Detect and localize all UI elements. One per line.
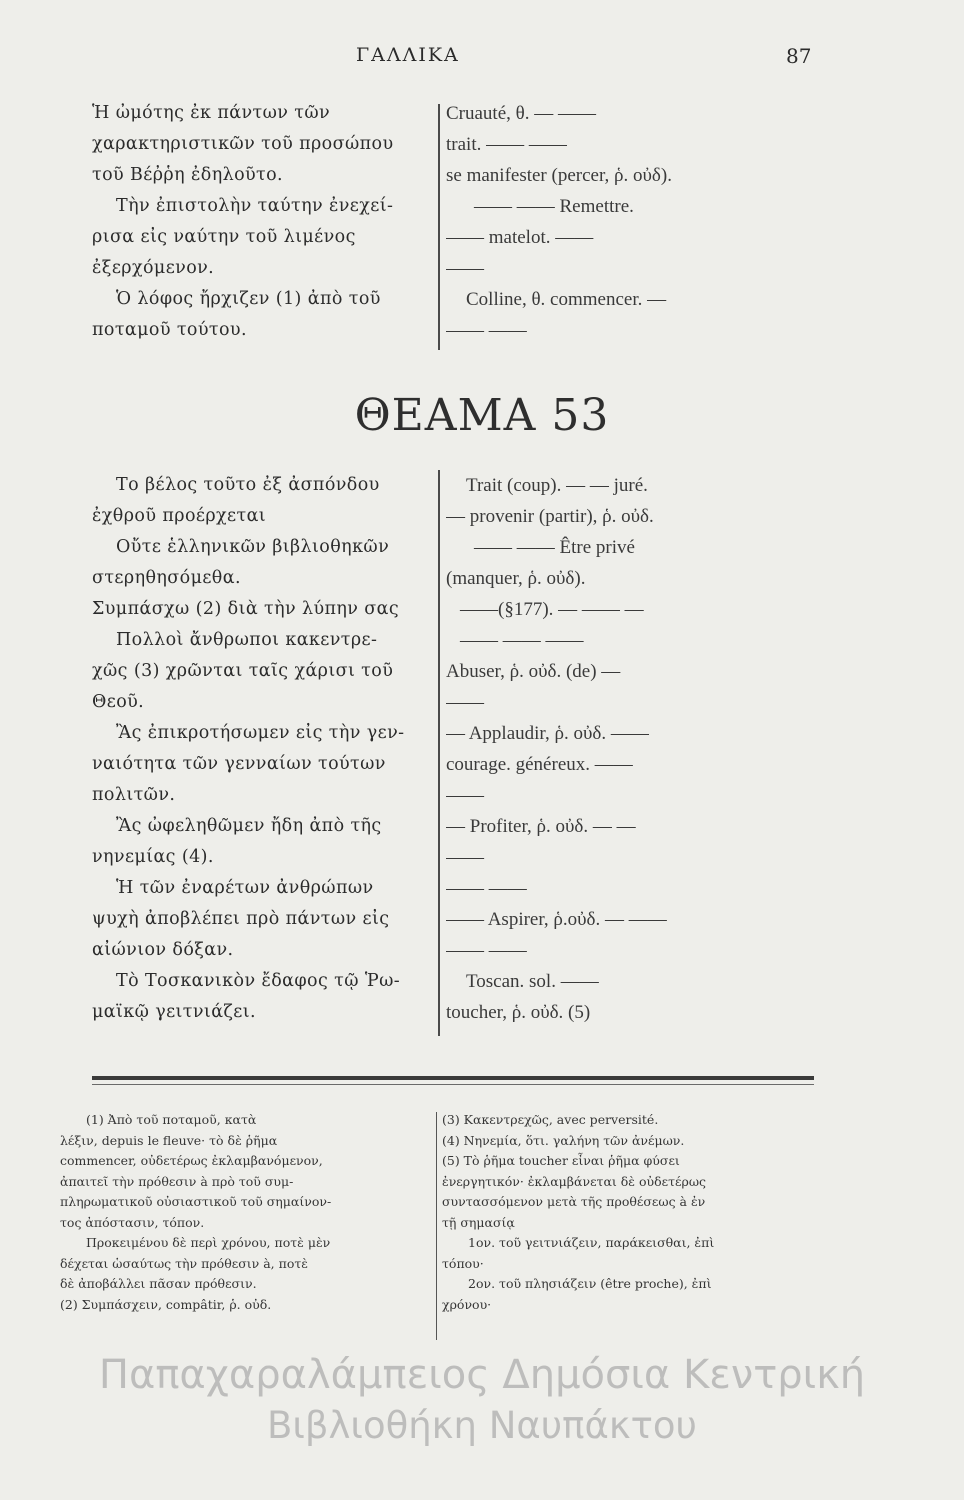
french-line: —— —— (446, 878, 527, 899)
greek-line: Οὔτε ἑλληνικῶν βιβλιοθηκῶν (116, 537, 390, 557)
greek-line: Θεοῦ. (92, 692, 145, 712)
greek-line: ρισα εἰς ναύτην τοῦ λιμένος (92, 227, 356, 247)
greek-line: ἐχθροῦ προέρχεται (92, 506, 267, 526)
french-line: —— (446, 258, 484, 279)
footnote-line: τόπου· (442, 1255, 484, 1271)
footnote-line: Προκειμένου δὲ περὶ χρόνου, ποτὲ μὲν (86, 1235, 331, 1250)
greek-line: αἰώνιον δόξαν. (92, 940, 234, 960)
library-watermark: Βιβλιοθήκη Ναυπάκτου (267, 1404, 697, 1447)
french-line: Colline, θ. commencer. — (466, 289, 667, 310)
greek-line: Ἂς ἐπικροτήσωμεν εἰς τὴν γεν- (116, 723, 405, 743)
section1-french-column (446, 98, 806, 346)
footnote-line: συντασσόμενον μετὰ τῆς προθέσεως à ἐν (442, 1194, 706, 1209)
footnote-line: χρόνου· (442, 1296, 492, 1312)
footnote-line: πληρωματικοῦ οὐσιαστικοῦ τοῦ σημαίνον- (60, 1194, 332, 1209)
greek-line: στερηθησόμεθα. (92, 568, 241, 588)
french-line: —— Aspirer, ῥ.οὐδ. — —— (446, 909, 667, 930)
french-line: trait. —— —— (446, 134, 567, 155)
column-divider (438, 104, 440, 350)
footnote-line: ἀπαιτεῖ τὴν πρόθεσιν à πρὸ τοῦ συμ- (60, 1173, 294, 1189)
greek-line: χαρακτηριστικῶν τοῦ προσώπου (92, 134, 394, 154)
greek-line: Πολλοὶ ἄνθρωποι κακεντρε- (116, 630, 378, 650)
french-line: Cruauté, θ. — —— (446, 103, 596, 124)
french-line: — Applaudir, ῥ. οὐδ. —— (446, 723, 649, 744)
french-line: — Profiter, ῥ. οὐδ. — — (446, 816, 636, 837)
greek-line: χῶς (3) χρῶνται ταῖς χάρισι τοῦ (92, 661, 394, 681)
french-line: ——(§177). — —— — (460, 599, 644, 620)
page-number: 87 (786, 44, 812, 68)
greek-line: μαϊκῷ γειτνιάζει. (92, 1002, 256, 1022)
french-line: —— —— (446, 940, 527, 961)
french-line: —— matelot. —— (446, 227, 594, 248)
library-watermark: Παπαχαραλάμπειος Δημόσια Κεντρική (98, 1352, 866, 1398)
french-line: se manifester (percer, ῥ. οὐδ). (446, 165, 672, 186)
greek-line: ποταμοῦ τούτου. (92, 320, 247, 340)
greek-line: πολιτῶν. (92, 785, 176, 805)
french-line: —— —— Être privé (474, 537, 635, 558)
french-line: —— (446, 785, 484, 806)
greek-line: ψυχὴ ἀποβλέπει πρὸ πάντων εἰς (92, 909, 390, 929)
french-line: — provenir (partir), ῥ. οὐδ. (446, 506, 654, 527)
greek-line: νηνεμίας (4). (92, 847, 214, 867)
greek-line: Ἡ τῶν ἐναρέτων ἀνθρώπων (116, 878, 374, 898)
french-line: Toscan. sol. —— (466, 971, 599, 992)
greek-line: Ὁ λόφος ἤρχιζεν (1) ἀπὸ τοῦ (116, 289, 381, 309)
greek-line: Τὸ Τοσκανικὸν ἔδαφος τῷ Ῥω- (116, 971, 401, 991)
footnote-line: commencer, οὐδετέρως ἐκλαμβανόμενον, (60, 1153, 323, 1168)
footnote-line: (5) Τὸ ῥῆμα toucher εἶναι ῥῆμα φύσει (442, 1153, 680, 1168)
section2-greek-column (92, 470, 434, 1028)
footnote-line: (2) Συμπάσχειν, compâtir, ῥ. οὐδ. (60, 1296, 272, 1312)
running-head (0, 44, 964, 74)
french-line: —— (446, 692, 484, 713)
footnotes-right (442, 1110, 822, 1315)
french-line: courage. généreux. —— (446, 754, 633, 775)
greek-line: ἐξερχόμενον. (92, 258, 215, 278)
french-line: toucher, ῥ. οὐδ. (5) (446, 1002, 591, 1023)
footnote-line: τῇ σημασίᾳ (442, 1214, 515, 1230)
french-line: Trait (coup). — — juré. (466, 475, 648, 496)
footnote-line: δὲ ἀποβάλλει πᾶσαν πρόθεσιν. (60, 1276, 257, 1291)
section1-greek-column (92, 98, 434, 346)
footnote-line: δέχεται ὡσαύτως τὴν πρόθεσιν à, ποτὲ (60, 1255, 308, 1271)
french-line: —— —— Remettre. (474, 196, 634, 217)
running-head-title: ΓΑΛΛΙΚΑ (356, 44, 460, 66)
section2-french-column (446, 470, 806, 1028)
greek-line: Συμπάσχω (2) διὰ τὴν λύπην σας (92, 599, 400, 619)
footnote-line: λέξιν, depuis le fleuve· τὸ δὲ ῥῆμα (60, 1132, 278, 1148)
footnote-line: 2ον. τοῦ πλησιάζειν (être proche), ἐπὶ (468, 1276, 712, 1291)
footnote-line: ἐνεργητικόν· ἐκλαμβάνεται δὲ οὐδετέρως (442, 1173, 707, 1189)
french-line: —— —— —— (460, 630, 584, 651)
footnote-separator-thin (92, 1084, 814, 1085)
footnotes-left (60, 1110, 428, 1315)
greek-line: τοῦ Βέῤῥη ἐδηλοῦτο. (92, 165, 284, 185)
greek-line: ναιότητα τῶν γενναίων τούτων (92, 754, 386, 774)
footnote-line: (3) Κακεντρεχῶς, avec perversité. (442, 1112, 659, 1127)
french-line: —— —— (446, 320, 527, 341)
footnote-line: 1ον. τοῦ γειτνιάζειν, παράκεισθαι, ἐπὶ (468, 1235, 715, 1250)
greek-line: Ἡ ὠμότης ἐκ πάντων τῶν (92, 103, 331, 123)
french-line: (manquer, ῥ. οὐδ). (446, 568, 586, 589)
footnote-line: τος ἀπόστασιν, τόπον. (60, 1214, 205, 1230)
footnote-divider (436, 1112, 437, 1340)
greek-line: Ἂς ὠφεληθῶμεν ἤδη ἀπὸ τῆς (116, 816, 382, 836)
footnote-separator (92, 1076, 814, 1080)
greek-line: Το βέλος τοῦτο ἐξ ἀσπόνδου (116, 475, 380, 495)
column-divider (438, 470, 440, 1036)
footnote-line: (1) Ἀπὸ τοῦ ποταμοῦ, κατὰ (86, 1112, 257, 1127)
french-line: —— (446, 847, 484, 868)
greek-line: Τὴν ἐπιστολὴν ταύτην ἐνεχεί- (116, 196, 394, 216)
footnote-line: (4) Νηνεμία, ὅτι. γαλήνη τῶν ἀνέμων. (442, 1132, 685, 1148)
exercise-heading: ΘΕΑΜΑ 53 (354, 390, 610, 441)
french-line: Abuser, ῥ. οὐδ. (de) — (446, 661, 621, 682)
